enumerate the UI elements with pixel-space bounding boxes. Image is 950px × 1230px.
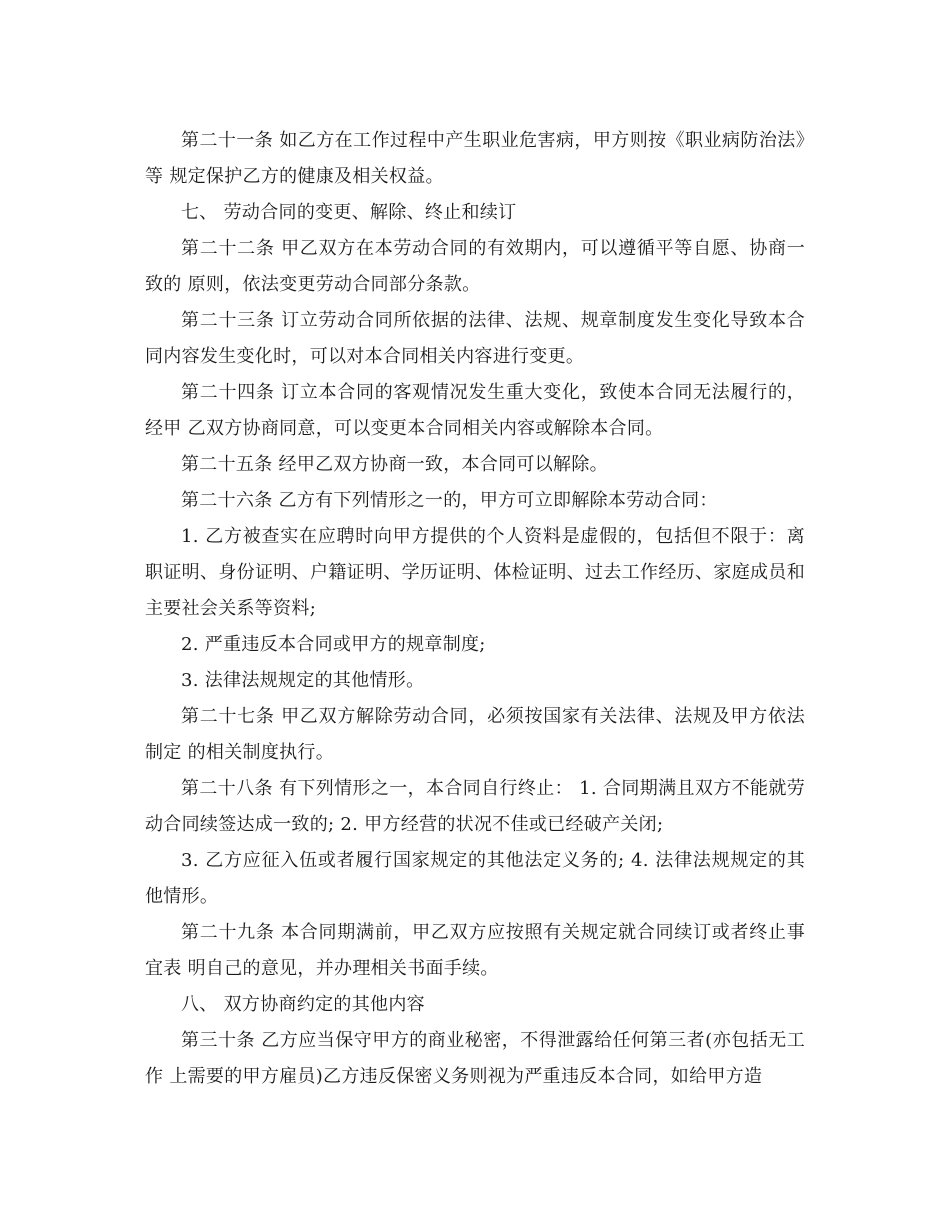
clause-27: 第二十七条 甲乙双方解除劳动合同，必须按国家有关法律、法规及甲方依法制定 的相关制度执行。: [145, 706, 805, 763]
clause-30: 第三十条 乙方应当保守甲方的商业秘密，不得泄露给任何第三者(亦包括无工作 上需要的甲方雇员)乙方违反保密义务则视为严重违反本合同，如给甲方造: [145, 1030, 805, 1087]
document-body: [145, 123, 805, 1095]
clause-23: 第二十三条 订立劳动合同所依据的法律、法规、规章制度发生变化导致本合同内容发生变化时，可以对本合同相关内容进行变更。: [145, 310, 805, 367]
clause-21: 第二十一条 如乙方在工作过程中产生职业危害病，甲方则按《职业病防治法》等 规定保护乙方的健康及相关权益。: [145, 130, 805, 187]
clause-26-item-1: 1. 乙方被查实在应聘时向甲方提供的个人资料是虚假的，包括但不限于：离职证明、身份证明、户籍证明、学历证明、体检证明、过去工作经历、家庭成员和主要社会关系等资料;: [145, 526, 805, 619]
section-heading-7: 七、 劳动合同的变更、解除、终止和续订: [181, 202, 517, 223]
clause-25: 第二十五条 经甲乙双方协商一致，本合同可以解除。: [181, 454, 608, 475]
clause-26-item-2: 2. 严重违反本合同或甲方的规章制度;: [181, 634, 486, 655]
clause-28-continued: 3. 乙方应征入伍或者履行国家规定的其他法定义务的; 4. 法律法规规定的其他情形。: [145, 850, 805, 907]
clause-22: 第二十二条 甲乙双方在本劳动合同的有效期内，可以遵循平等自愿、协商一致的 原则，依法变更劳动合同部分条款。: [145, 238, 805, 295]
clause-28: 第二十八条 有下列情形之一，本合同自行终止： 1. 合同期满且双方不能就劳动合同续签达成一致的; 2. 甲方经营的状况不佳或已经破产关闭;: [145, 778, 805, 835]
clause-24: 第二十四条 订立本合同的客观情况发生重大变化，致使本合同无法履行的，经甲 乙双方协商同意，可以变更本合同相关内容或解除本合同。: [145, 382, 805, 439]
clause-29: 第二十九条 本合同期满前，甲乙双方应按照有关规定就合同续订或者终止事宜表 明自己的意见，并办理相关书面手续。: [145, 922, 805, 979]
clause-26-item-3: 3. 法律法规规定的其他情形。: [181, 670, 425, 691]
clause-26: 第二十六条 乙方有下列情形之一的，甲方可立即解除本劳动合同：: [181, 490, 718, 511]
section-heading-8: 八、 双方协商约定的其他内容: [181, 994, 425, 1015]
